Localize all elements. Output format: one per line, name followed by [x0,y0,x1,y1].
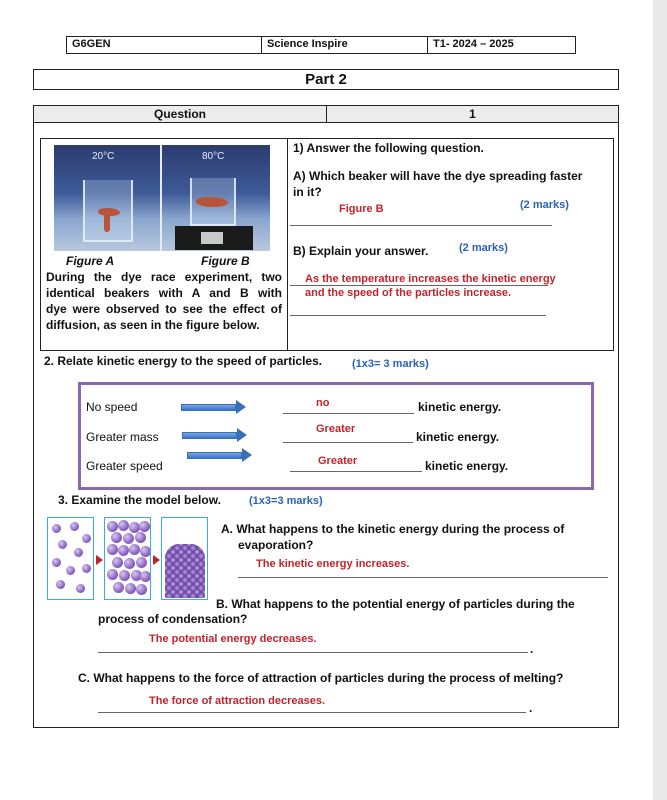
q1a-answer: Figure B [339,203,384,215]
q2-row-2-label: Greater mass [86,430,159,444]
q3b-question-line-2: process of condensation? [98,612,248,626]
q3b-period: . [530,642,534,656]
question-header-number: 1 [469,107,476,121]
hotplate-dial [201,232,223,244]
temp-b-label: 80°C [202,151,225,162]
q3a-question-line-1: A. What happens to the kinetic energy during the process of [221,522,565,536]
solid-lattice [165,544,205,598]
model-liquid-image [104,517,151,600]
q1b-answer-line-2: and the speed of the particles increase. [305,287,512,299]
dye-b [196,197,228,207]
q3a-question-line-2: evaporation? [238,538,314,552]
q3-title: 3. Examine the model below. [58,493,221,507]
q3b-question-line-1: B. What happens to the potential energy of particles during the [216,597,575,611]
q2-row-2-line [283,442,413,443]
arrow-right-icon [96,555,103,565]
arrow-right-icon [182,430,248,440]
q1a-answer-line [290,225,552,226]
q2-row-1-answer: no [316,397,330,409]
arrow-right-icon [153,555,160,565]
q1a-question-line-1: A) Which beaker will have the dye spreading faster [293,169,583,183]
arrow-right-icon [187,450,253,460]
question-header-label: Question [34,106,327,122]
q2-row-3-answer: Greater [318,455,358,467]
intro-line-2: identical beakers with A and B with [46,286,282,300]
figure-b-label: Figure B [201,254,250,268]
figure-split [160,145,162,251]
q1a-marks: (2 marks) [520,199,569,211]
q3a-answer: The kinetic energy increases. [256,558,410,570]
temp-a-label: 20°C [92,151,115,162]
q2-row-3-line [290,471,422,472]
q3c-answer: The force of attraction decreases. [149,695,326,707]
page-edge-strip [653,0,667,800]
intro-line-3: dye were observed to see the effect of [46,302,282,316]
q1b-answer-line-1: As the temperature increases the kinetic energy [305,273,556,285]
q3a-line [238,577,608,578]
q1b-line-1 [290,285,548,286]
q1b-marks: (2 marks) [459,242,508,254]
question-1-divider [287,138,288,351]
q2-row-2-suffix: kinetic energy. [416,430,500,444]
q1a-question-line-2: in it? [293,185,322,199]
q2-row-2-answer: Greater [316,423,356,435]
q1-instruction: 1) Answer the following question. [293,141,484,155]
q2-row-1-line [283,413,414,414]
q2-row-1-label: No speed [86,400,138,414]
header-class: G6GEN [67,37,262,53]
header-term: T1- 2024 – 2025 [433,38,514,50]
dye-a-stream [104,214,110,232]
q1b-question: B) Explain your answer. [293,244,429,258]
intro-paragraph [46,269,282,333]
header-table [66,36,576,54]
question-header [33,105,619,123]
q3-marks: (1x3=3 marks) [249,495,323,507]
intro-line-1: During the dye race experiment, two [46,270,282,284]
q3c-line [98,712,526,713]
q2-row-3-label: Greater speed [86,459,163,473]
q2-row-1-suffix: kinetic energy. [418,400,502,414]
intro-line-4: diffusion, as seen in the figure below. [46,318,260,332]
part-title: Part 2 [33,69,619,90]
q2-row-3-suffix: kinetic energy. [425,459,509,473]
q2-marks: (1x3= 3 marks) [352,358,429,370]
model-gas-image [47,517,94,600]
model-solid-image [161,517,208,600]
figure-a-label: Figure A [66,254,115,268]
q3b-line [98,652,528,653]
header-subject: Science Inspire [262,37,428,53]
arrow-right-icon [181,402,247,412]
q3c-period: . [529,701,533,715]
q3c-question: C. What happens to the force of attraction of particles during the process of melting? [78,671,564,685]
q3b-answer: The potential energy decreases. [149,633,317,645]
q1b-line-2 [290,315,546,316]
q2-title: 2. Relate kinetic energy to the speed of particles. [44,354,323,368]
